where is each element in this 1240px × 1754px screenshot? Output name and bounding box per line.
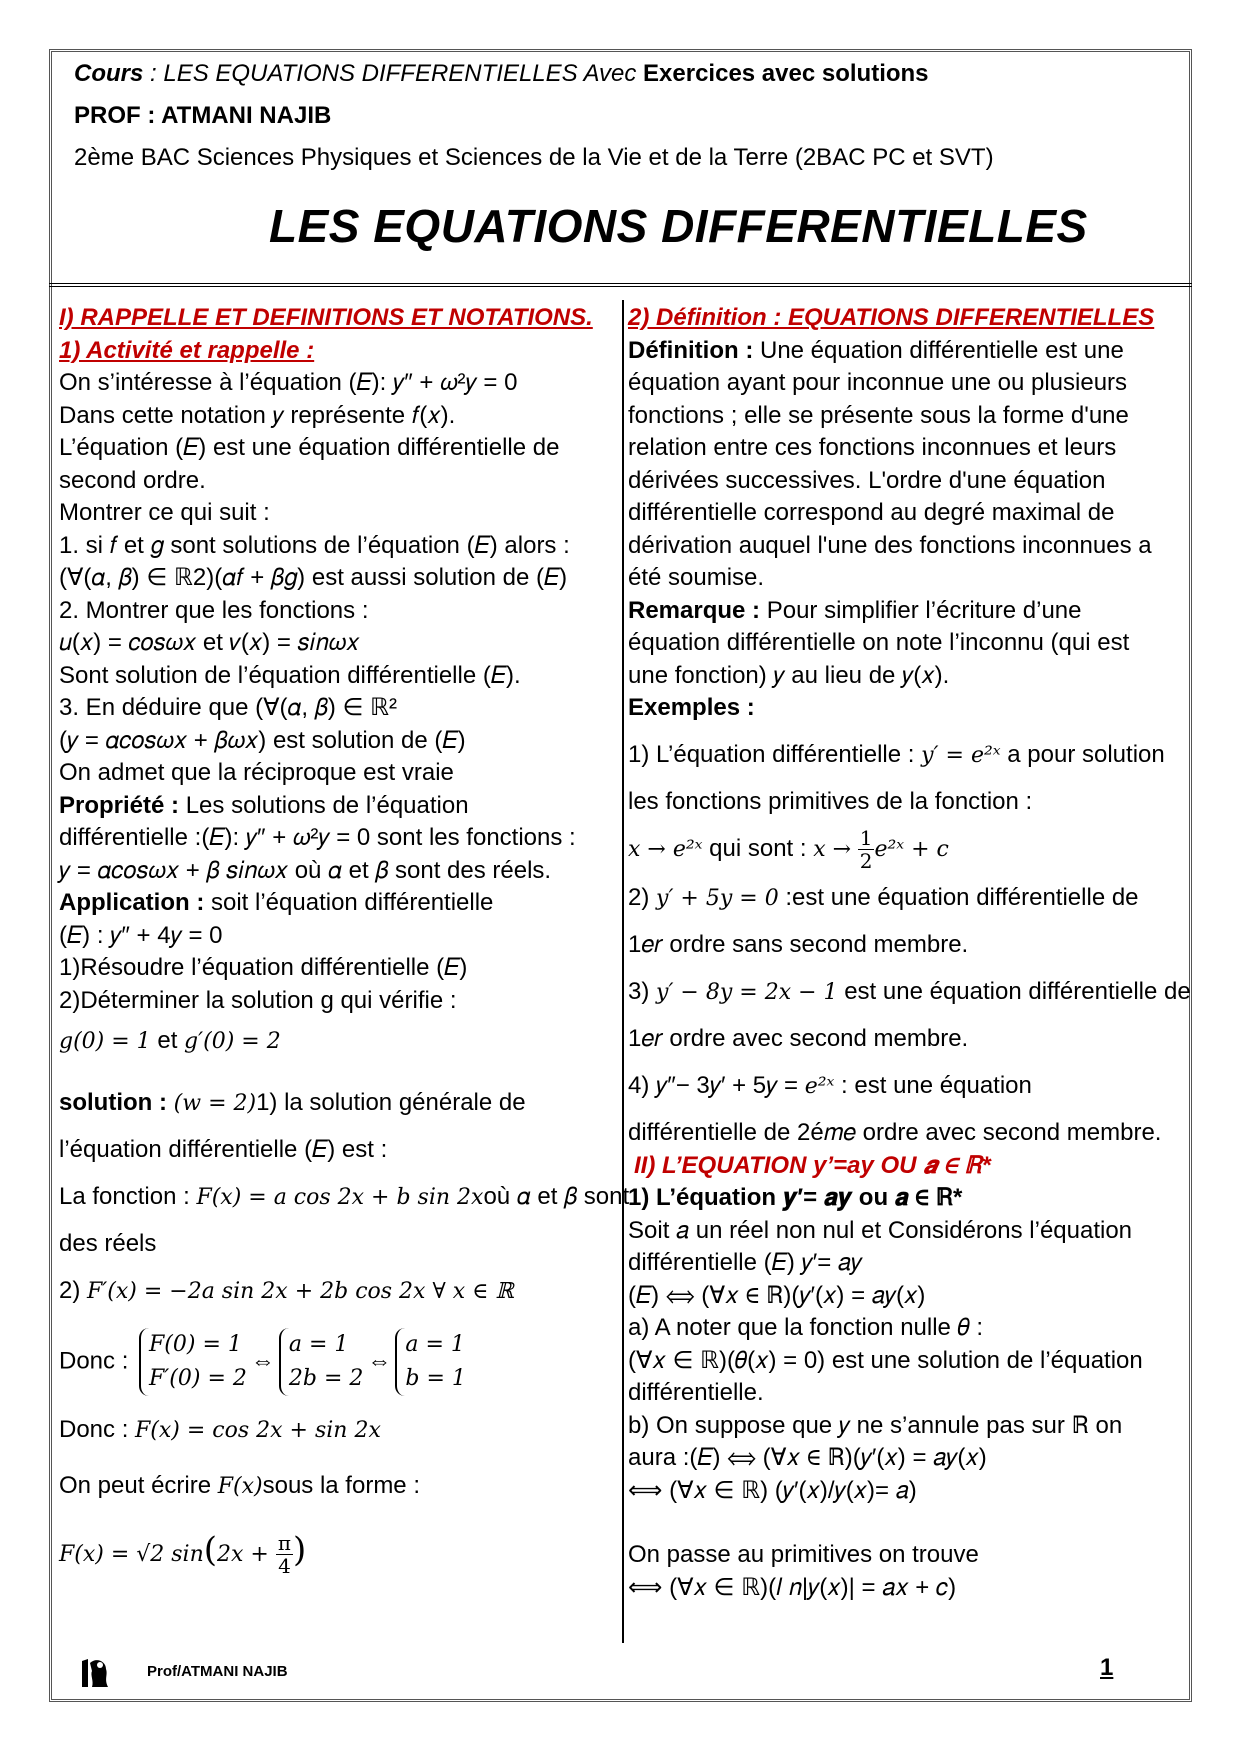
frac-num: 1 xyxy=(859,825,873,850)
text-line: 1𝑒𝑟 ordre sans second membre. xyxy=(628,931,969,958)
system-line xyxy=(59,1328,615,1396)
solution-label: solution : xyxy=(59,1088,167,1116)
form-line xyxy=(59,1470,615,1504)
text-line: ⟺ (∀𝑥 ∈ ℝ)(𝑙 𝑛|𝑦(𝑥)| = 𝑎𝑥 + 𝑐) xyxy=(628,1573,957,1601)
text-line: Montrer ce qui suit : xyxy=(59,499,270,526)
system-3-row1: a = 1 xyxy=(405,1332,465,1357)
text-line: dérivées successives. L'ordre d'une équation xyxy=(628,466,1106,494)
text-line: On admet que la réciproque est vraie xyxy=(59,759,454,786)
text-line: relation entre ces fonctions inconnues et leurs xyxy=(628,434,1117,461)
text-line: l’équation différentielle (𝐸) est : xyxy=(59,1136,388,1163)
system-1-row1: F(0) = 1 xyxy=(149,1332,242,1357)
page-number: 1 xyxy=(1100,1654,1114,1681)
text-line: différentielle correspond au degré maximal de xyxy=(628,499,1115,526)
footer-author: Prof/ATMANI NAJIB xyxy=(147,1663,288,1680)
example-1 xyxy=(628,739,1188,773)
text-line: (𝐸) : 𝑦″ + 4𝑦 = 0 xyxy=(59,921,223,949)
system-1 xyxy=(139,1328,247,1396)
page-title: LES EQUATIONS DIFFERENTIELLES xyxy=(269,200,1088,252)
text-line: L’équation (𝐸) est une équation différentielle de xyxy=(59,434,560,461)
section-heading: 2) Définition : EQUATIONS DIFFERENTIELLES xyxy=(628,304,1155,331)
column-divider xyxy=(622,300,624,1643)
text-line: différentielle :(𝐸): 𝑦″ + 𝜔²𝑦 = 0 sont les fonctions : xyxy=(59,824,576,851)
function-line xyxy=(59,1181,630,1215)
prof-line: PROF : ATMANI NAJIB xyxy=(74,102,332,129)
equiv-sign: ⇔ xyxy=(250,1347,275,1375)
solution-w: (w = 2) xyxy=(173,1090,257,1116)
section-heading: II) L’EQUATION y’=ay OU 𝒂 ∈ ℝ* xyxy=(634,1151,991,1179)
course-label: Cours xyxy=(74,60,144,87)
application-label: Application : xyxy=(59,889,205,916)
text-line: été soumise. xyxy=(628,564,765,591)
text-line: des réels xyxy=(59,1230,157,1257)
system-2-row1: a = 1 xyxy=(288,1332,349,1357)
examples-label: Exemples : xyxy=(628,694,755,721)
example-3-text: est une équation différentielle de xyxy=(837,977,1191,1005)
example-4 xyxy=(628,1070,1188,1104)
text-line: Sont solution de l’équation différentielle (𝐸). xyxy=(59,661,521,689)
section-heading: I) RAPPELLE ET DEFINITIONS ET NOTATIONS. xyxy=(59,304,593,331)
remark-text: Pour simplifier l’écriture d’une xyxy=(760,596,1082,624)
example-3 xyxy=(628,976,1191,1010)
frac-den: 2 xyxy=(859,848,873,873)
text-line: 1)Résoudre l’équation différentielle (𝐸) xyxy=(59,954,468,981)
example-4-text: 4) 𝑦″− 3𝑦′ + 5𝑦 = xyxy=(628,1071,805,1099)
text-line: les fonctions primitives de la fonction : xyxy=(628,788,1033,815)
condition-2: g′(0) = 2 xyxy=(184,1029,281,1054)
course-bold: Exercices avec solutions xyxy=(643,60,929,87)
text-line: différentielle de 2é𝑚𝑒 ordre avec second membre. xyxy=(628,1119,1162,1146)
system-2-row2: 2b = 2 xyxy=(288,1366,364,1391)
text-line: différentielle (𝐸) 𝑦′= 𝑎𝑦 xyxy=(628,1249,863,1276)
last-formula-arg: 2x + xyxy=(217,1542,276,1567)
form-text-2: sous la forme : xyxy=(262,1471,420,1499)
text-line: équation différentielle on note l’inconnu (qui est xyxy=(628,629,1130,656)
text-line: 2. Montrer que les fonctions : xyxy=(59,596,369,624)
text-line: (∀(𝛼, 𝛽) ∈ ℝ2)(𝛼𝑓 + 𝛽𝑔) est aussi solution de (𝐸) xyxy=(59,564,568,591)
system-3 xyxy=(395,1328,466,1396)
example-2-math: y′ + 5y = 0 xyxy=(656,885,779,911)
remark-label: Remarque : xyxy=(628,596,761,624)
property-line xyxy=(59,790,615,823)
last-formula-start: F(x) = √2 sin xyxy=(59,1542,204,1567)
header-box xyxy=(49,49,1192,287)
example-1-primitives xyxy=(628,825,1188,874)
text-line: Dans cette notation 𝑦 représente 𝑓(𝑥). xyxy=(59,401,456,429)
system-3-row2: b = 1 xyxy=(405,1366,466,1391)
derivative-label: 2) xyxy=(59,1276,88,1304)
text-line: ⟺ (∀𝑥 ∈ ℝ) (𝑦′(𝑥)/𝑦(𝑥)= 𝑎) xyxy=(628,1476,917,1504)
function-tail: où 𝛼 et 𝛽 sont xyxy=(483,1182,630,1210)
derivative-line xyxy=(59,1275,615,1309)
subsection-heading: 1) L’équation 𝒚′= 𝒂𝒚 ou 𝒂 ∈ ℝ* xyxy=(628,1184,963,1211)
author-logo-icon xyxy=(78,1655,112,1691)
condition-et: et xyxy=(150,1027,185,1054)
solution-text: 1) la solution générale de xyxy=(256,1088,526,1116)
text-line: a) A noter que la fonction nulle 𝜃 : xyxy=(628,1314,984,1341)
text-line: b) On suppose que 𝑦 ne s’annule pas sur ℝ on xyxy=(628,1411,1123,1439)
derivative-expr: F′(x) = −2a sin 2x + 2b cos 2x ∀ x ∈ ℝ xyxy=(87,1278,514,1304)
text-line: 𝑢(𝑥) = 𝑐𝑜𝑠𝜔𝑥 et 𝑣(𝑥) = 𝑠𝑖𝑛𝜔𝑥 xyxy=(59,629,360,656)
example-4-math: e²ˣ xyxy=(804,1073,835,1099)
primitive-result: e²ˣ + c xyxy=(874,836,949,862)
condition-1: g(0) = 1 xyxy=(59,1029,151,1054)
course-line xyxy=(74,60,929,88)
equiv-sign: ⇔ xyxy=(367,1347,392,1375)
definition-text: Une équation différentielle est une xyxy=(753,336,1124,364)
donc-label: Donc : xyxy=(59,1416,136,1443)
course-text: : LES EQUATIONS DIFFERENTIELLES Avec xyxy=(143,60,644,87)
text-line: On s’intéresse à l’équation (𝐸): 𝑦″ + 𝜔²𝑦 = 0 xyxy=(59,369,518,396)
system-2 xyxy=(279,1328,364,1396)
right-column xyxy=(628,302,1191,1604)
system-1-row2: F′(0) = 2 xyxy=(149,1366,247,1391)
example-3-num: 3) xyxy=(628,977,657,1005)
text-line: 1. si 𝑓 et 𝑔 sont solutions de l’équation (𝐸) alors : xyxy=(59,531,570,559)
final-expr: F(x) = cos 2x + sin 2x xyxy=(135,1418,381,1443)
example-1-math: y′ = e²ˣ xyxy=(921,742,1001,768)
text-line: dérivation auquel l'une des fonctions inconnues a xyxy=(628,531,1152,559)
example-3-math: y′ − 8y = 2x − 1 xyxy=(656,979,838,1005)
example-1-tail: a pour solution xyxy=(1000,740,1165,768)
primitive-arrow: x → xyxy=(813,836,852,862)
primitive-text: qui sont : xyxy=(702,834,814,862)
primitive-fn: x → e²ˣ xyxy=(628,836,703,862)
last-formula: F(x) = √2 sin(2x + $\frac{\pi}{4}$ ) xyxy=(59,1530,307,1579)
definition-label: Définition : xyxy=(628,336,754,364)
form-fx: F(x) xyxy=(217,1473,263,1499)
remark-line xyxy=(628,595,1188,628)
text-line: 𝑦 = 𝛼𝑐𝑜𝑠𝜔𝑥 + 𝛽 𝑠𝑖𝑛𝜔𝑥 où 𝛼 et 𝛽 sont des réels. xyxy=(59,856,552,884)
text-line: On passe au primitives on trouve xyxy=(628,1541,979,1568)
text-line: (∀𝑥 ∈ ℝ)(𝜃(𝑥) = 0) est une solution de l’équation xyxy=(628,1346,1143,1374)
application-line xyxy=(59,887,615,920)
example-2-text: :est une équation différentielle de xyxy=(778,883,1139,911)
text-line: (𝐸) ⟺ (∀𝑥 ∈ ℝ)(𝑦′(𝑥) = 𝑎𝑦(𝑥) xyxy=(628,1281,926,1309)
frac-num: π xyxy=(277,1531,292,1556)
solution-line xyxy=(59,1087,615,1121)
function-expr: F(x) = a cos 2x + b sin 2x xyxy=(196,1184,484,1210)
donc-label: Donc : xyxy=(59,1347,136,1375)
function-label: La fonction : xyxy=(59,1182,197,1210)
text-line: (𝑦 = 𝛼𝑐𝑜𝑠𝜔𝑥 + 𝛽𝜔𝑥) est solution de (𝐸) xyxy=(59,726,466,754)
level-line: 2ème BAC Sciences Physiques et Sciences de la Vie et de la Terre (2BAC PC et SVT) xyxy=(74,144,994,171)
application-text: soit l’équation différentielle xyxy=(204,889,494,916)
text-line: 3. En déduire que (∀(𝛼, 𝛽) ∈ ℝ² xyxy=(59,694,398,721)
text-line: 1𝑒𝑟 ordre avec second membre. xyxy=(628,1025,969,1052)
subsection-heading: 1) Activité et rappelle : xyxy=(59,336,315,364)
pi-over-4 xyxy=(276,1532,293,1577)
left-column xyxy=(59,302,630,1580)
text-line: Soit 𝑎 un réel non nul et Considérons l’équation xyxy=(628,1216,1133,1244)
property-text: Les solutions de l’équation xyxy=(179,791,469,819)
text-line: équation ayant pour inconnue une ou plusieurs xyxy=(628,369,1128,396)
example-2-num: 2) xyxy=(628,883,657,911)
conditions-line xyxy=(59,1025,615,1059)
example-4-tail: : est une équation xyxy=(834,1071,1032,1099)
definition-line xyxy=(628,335,1188,368)
text-line: une fonction) 𝑦 au lieu de 𝑦(𝑥). xyxy=(628,661,950,689)
example-1-text: 1) L’équation différentielle : xyxy=(628,740,922,768)
text-line: différentielle. xyxy=(628,1379,764,1406)
frac-den: 4 xyxy=(278,1554,291,1579)
property-label: Propriété : xyxy=(59,791,180,819)
text-line: aura :(𝐸) ⟺ (∀𝑥 ∈ ℝ)(𝑦′(𝑥) = 𝑎𝑦(𝑥) xyxy=(628,1444,987,1471)
text-line: fonctions ; elle se présente sous la forme d'une xyxy=(628,401,1129,429)
form-text: On peut écrire xyxy=(59,1471,218,1499)
one-half xyxy=(858,827,875,872)
final-line xyxy=(59,1414,615,1448)
text-line: second ordre. xyxy=(59,466,206,494)
example-2 xyxy=(628,882,1188,916)
text-line: 2)Déterminer la solution g qui vérifie : xyxy=(59,986,457,1014)
